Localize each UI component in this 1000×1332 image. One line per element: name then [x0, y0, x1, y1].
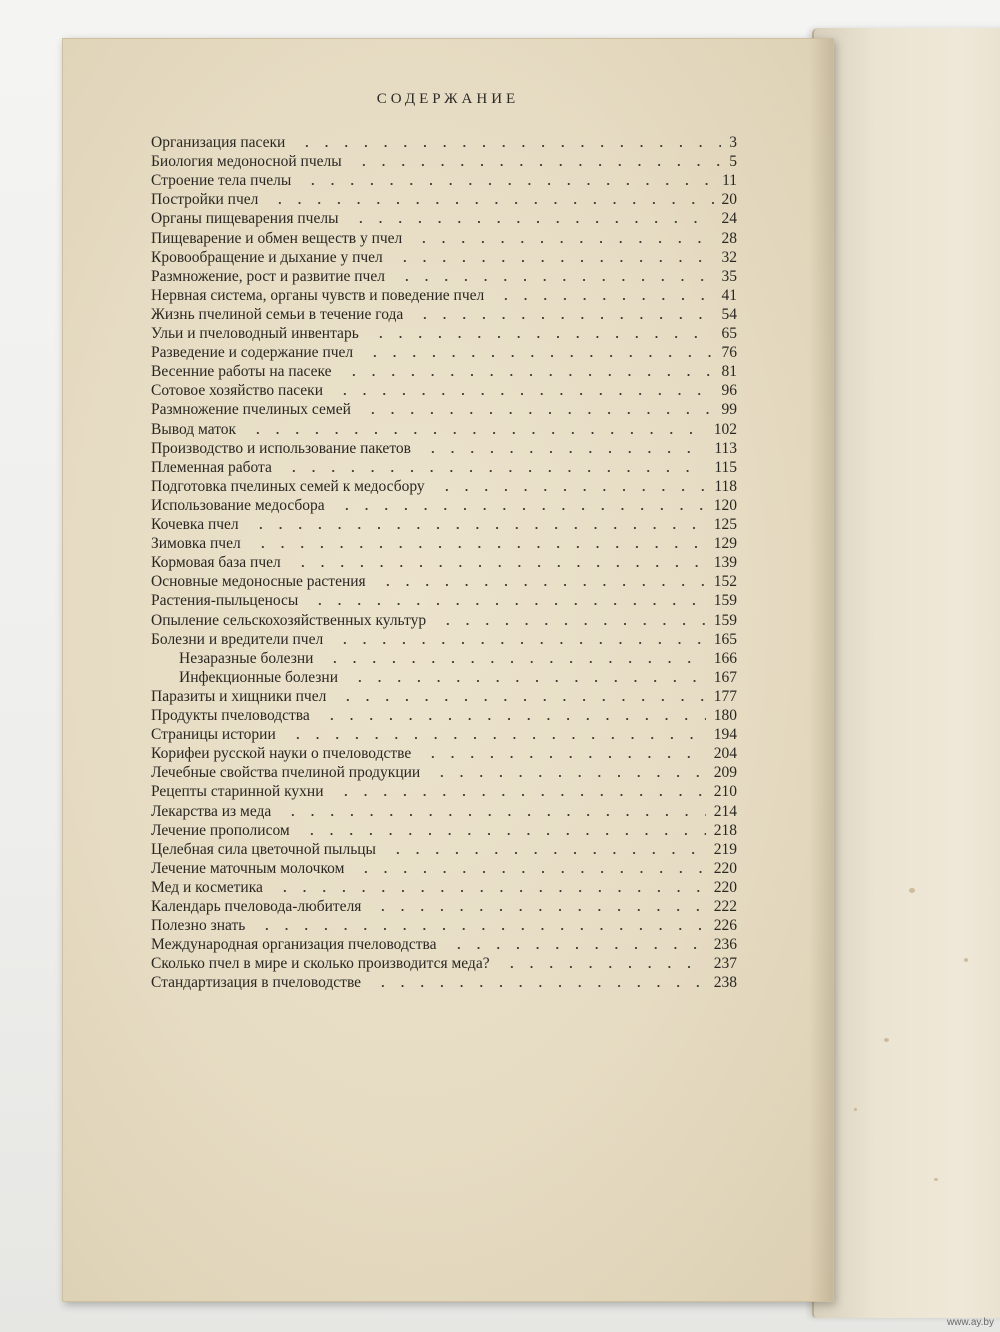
- toc-leader-dots: [331, 393, 714, 395]
- toc-leader-dots: [411, 317, 714, 319]
- toc-leader-dots: [419, 756, 706, 758]
- toc-entry: [63, 267, 833, 286]
- toc-entry: [63, 190, 833, 209]
- toc-entry-page-number: 139: [713, 554, 737, 572]
- toc-entry-title: Размножение, рост и развитие пчел: [151, 267, 385, 285]
- toc-entry: [63, 897, 833, 916]
- toc-entry-title: Лечебные свойства пчелиной продукции: [151, 764, 421, 782]
- toc-entry: [63, 400, 833, 419]
- toc-entry-title: Лекарства из меда: [151, 802, 272, 820]
- toc-entry-title: Строение тела пчелы: [151, 172, 292, 190]
- toc-entry-page-number: 5: [729, 153, 737, 171]
- toc-entry-page-number: 222: [713, 898, 737, 915]
- toc-entry-title: Организация пасеки: [151, 134, 286, 151]
- toc-entry-title: Ульи и пчеловодный инвентарь: [151, 325, 359, 342]
- toc-entry-page-number: 210: [713, 783, 737, 801]
- toc-leader-dots: [249, 546, 706, 548]
- toc-entry-page-number: 177: [713, 687, 737, 705]
- toc-entry-page-number: 35: [721, 267, 737, 285]
- toc-leader-dots: [280, 470, 706, 472]
- toc-entry-title: Нервная система, органы чувств и поведение пчел: [151, 286, 485, 304]
- toc-entry-title: Опыление сельскохозяйственных культур: [151, 611, 427, 629]
- toc-entry: [63, 496, 833, 515]
- toc-entry-page-number: 236: [713, 936, 737, 954]
- toc-entry-title: Международная организация пчеловодства: [151, 936, 437, 954]
- book-page: [62, 38, 834, 1302]
- toc-leader-dots: [350, 164, 721, 166]
- toc-entry-page-number: 152: [713, 573, 737, 591]
- toc-entry-page-number: 96: [721, 382, 737, 400]
- toc-leader-dots: [247, 527, 706, 529]
- toc-entry: [63, 706, 833, 725]
- toc-entry: [63, 668, 833, 687]
- toc-entry: [63, 305, 833, 324]
- toc-entry-page-number: 180: [713, 707, 737, 724]
- toc-leader-dots: [410, 241, 714, 243]
- toc-entry-title: Производство и использование пакетов: [151, 439, 411, 457]
- toc-entry-title: Весенние работы на пасеке: [151, 363, 332, 381]
- toc-entry-page-number: 20: [721, 191, 737, 209]
- toc-entry-title: Сотовое хозяйство пасеки: [151, 382, 324, 400]
- toc-entry-title: Размножение пчелиных семей: [151, 401, 351, 419]
- toc-entry-title: Разведение и содержание пчел: [151, 344, 354, 362]
- toc-entry-page-number: 54: [721, 305, 737, 323]
- toc-entry: [63, 477, 833, 496]
- toc-entry: [63, 782, 833, 801]
- toc-leader-dots: [428, 775, 706, 777]
- toc-entry-page-number: 166: [713, 649, 737, 667]
- toc-leader-dots: [419, 451, 706, 453]
- toc-entry: [63, 515, 833, 534]
- toc-entry-page-number: 118: [714, 477, 737, 495]
- toc-entry: [63, 687, 833, 706]
- toc-entry-page-number: 159: [713, 611, 737, 629]
- toc-entry: [63, 572, 833, 591]
- toc-entry: [63, 152, 833, 171]
- toc-entry-title: Растения-пыльценосы: [151, 592, 299, 610]
- toc-leader-dots: [498, 966, 706, 968]
- toc-entry-page-number: 65: [721, 325, 737, 342]
- toc-entry-page-number: 120: [713, 496, 737, 514]
- toc-leader-dots: [279, 814, 706, 816]
- toc-leader-dots: [434, 623, 706, 625]
- toc-entry-page-number: 11: [722, 172, 737, 190]
- toc-entry-title: Сколько пчел в мире и сколько производится меда?: [151, 955, 490, 973]
- toc-entry-page-number: 102: [713, 420, 737, 438]
- toc-entry-page-number: 129: [713, 535, 737, 553]
- toc-leader-dots: [333, 508, 706, 510]
- toc-leader-dots: [384, 852, 706, 854]
- toc-entry-title: Подготовка пчелиных семей к медосбору: [151, 477, 425, 495]
- toc-entry-title: Мед и косметика: [151, 878, 263, 896]
- toc-entry: [63, 878, 833, 897]
- toc-entry: [63, 248, 833, 267]
- toc-entry-title: Органы пищеварения пчелы: [151, 210, 339, 228]
- toc-entry-title: Зимовка пчел: [151, 535, 241, 553]
- toc-entry-page-number: 24: [721, 210, 737, 228]
- toc-entry-page-number: 209: [713, 764, 737, 782]
- toc-entry-page-number: 125: [713, 516, 737, 533]
- toc-entry: [63, 534, 833, 553]
- toc-entry-page-number: 204: [713, 745, 737, 763]
- toc-entry-title: Незаразные болезни: [179, 649, 314, 667]
- toc-entry: [63, 133, 833, 152]
- toc-leader-dots: [332, 794, 706, 796]
- toc-entry-page-number: 159: [713, 592, 737, 610]
- toc-leader-dots: [299, 183, 714, 185]
- toc-leader-dots: [393, 279, 714, 281]
- toc-leader-dots: [359, 412, 714, 414]
- toc-entry: [63, 954, 833, 973]
- toc-entry-title: Лечение прополисом: [151, 821, 290, 839]
- toc-entry: [63, 649, 833, 668]
- watermark: www.ay.by: [946, 1317, 994, 1328]
- toc-leader-dots: [369, 985, 706, 987]
- toc-entry-page-number: 194: [713, 726, 737, 744]
- toc-leader-dots: [391, 260, 714, 262]
- toc-leader-dots: [331, 642, 706, 644]
- toc-entry: [63, 324, 833, 343]
- toc-entry-page-number: 220: [713, 859, 737, 877]
- toc-entry-title: Инфекционные болезни: [179, 668, 338, 686]
- toc-leader-dots: [321, 661, 706, 663]
- toc-entry-title: Племенная работа: [151, 458, 272, 476]
- toc-entry-title: Рецепты старинной кухни: [151, 783, 324, 801]
- toc-entry-title: Кровообращение и дыхание у пчел: [151, 248, 383, 266]
- toc-entry-title: Стандартизация в пчеловодстве: [151, 974, 362, 992]
- toc-entry: [63, 763, 833, 782]
- toc-entry-page-number: 113: [714, 439, 737, 457]
- toc-entry: [63, 802, 833, 821]
- toc-entry: [63, 171, 833, 190]
- toc-leader-dots: [284, 737, 706, 739]
- toc-entry-title: Паразиты и хищники пчел: [151, 687, 327, 705]
- toc-leader-dots: [334, 699, 706, 701]
- toc-entry-page-number: 220: [713, 878, 737, 896]
- toc-leader-dots: [369, 909, 706, 911]
- toc-entry: [63, 286, 833, 305]
- toc-leader-dots: [244, 432, 706, 434]
- toc-entry: [63, 725, 833, 744]
- toc-entry-page-number: 41: [721, 286, 737, 304]
- toc-entry-title: Пищеварение и обмен веществ у пчел: [151, 229, 403, 247]
- toc-entry: [63, 420, 833, 439]
- toc-entry: [63, 229, 833, 248]
- toc-leader-dots: [374, 584, 706, 586]
- toc-entry: [63, 553, 833, 572]
- toc-leader-dots: [433, 489, 706, 491]
- toc-entry-page-number: 165: [713, 630, 737, 648]
- toc-entry-page-number: 115: [714, 458, 737, 476]
- toc-entry-title: Постройки пчел: [151, 191, 259, 209]
- toc-leader-dots: [352, 871, 706, 873]
- toc-entry: [63, 935, 833, 954]
- toc-entry: [63, 381, 833, 400]
- toc-leader-dots: [367, 336, 714, 338]
- toc-leader-dots: [293, 145, 721, 147]
- toc-leader-dots: [318, 718, 706, 720]
- toc-entry: [63, 916, 833, 935]
- toc-entry: [63, 209, 833, 228]
- toc-entry: [63, 343, 833, 362]
- toc-entry-title: Продукты пчеловодства: [151, 707, 310, 724]
- toc-entry-title: Вывод маток: [151, 420, 237, 438]
- toc-leader-dots: [346, 680, 706, 682]
- toc-entry: [63, 859, 833, 878]
- toc-entry-page-number: 32: [721, 248, 737, 266]
- toc-entry: [63, 439, 833, 458]
- toc-leader-dots: [253, 928, 706, 930]
- toc-entry-page-number: 219: [713, 840, 737, 858]
- toc-leader-dots: [492, 298, 714, 300]
- toc-entry-page-number: 81: [721, 363, 737, 381]
- toc-leader-dots: [271, 890, 706, 892]
- toc-leader-dots: [361, 355, 714, 357]
- toc-entry-title: Календарь пчеловода-любителя: [151, 898, 362, 915]
- toc-entry: [63, 611, 833, 630]
- toc-entry-title: Полезно знать: [151, 917, 246, 935]
- toc-entry-title: Страницы истории: [151, 726, 276, 744]
- toc-entry-page-number: 99: [721, 401, 737, 419]
- toc-leader-dots: [306, 603, 706, 605]
- toc-entry: [63, 821, 833, 840]
- toc-leader-dots: [340, 374, 714, 376]
- toc-entry-page-number: 238: [713, 974, 737, 992]
- toc-entry-title: Лечение маточным молочком: [151, 859, 345, 877]
- toc-entry: [63, 362, 833, 381]
- toc-entry-page-number: 237: [713, 955, 737, 973]
- adjacent-page: [812, 28, 1000, 1318]
- toc-entry-title: Болезни и вредители пчел: [151, 630, 324, 648]
- toc-entry: [63, 744, 833, 763]
- toc-entry-page-number: 76: [721, 344, 737, 362]
- toc-leader-dots: [298, 833, 706, 835]
- toc-entry-title: Кочевка пчел: [151, 516, 239, 533]
- toc-entry: [63, 591, 833, 610]
- toc-leader-dots: [266, 202, 714, 204]
- toc-entry-title: Целебная сила цветочной пыльцы: [151, 840, 376, 858]
- toc-entry-page-number: 218: [713, 821, 737, 839]
- toc-entry-page-number: 3: [729, 134, 737, 151]
- toc-entry-page-number: 28: [721, 229, 737, 247]
- toc-entry-title: Использование медосбора: [151, 496, 325, 514]
- toc-leader-dots: [445, 947, 706, 949]
- toc-leader-dots: [347, 221, 714, 223]
- page-heading: СОДЕРЖАНИЕ: [376, 91, 520, 107]
- toc-entry: [63, 973, 833, 992]
- toc-leader-dots: [289, 565, 706, 567]
- toc-entry-page-number: 226: [713, 917, 737, 935]
- toc-entry-title: Основные медоносные растения: [151, 573, 366, 591]
- toc-entry: [63, 630, 833, 649]
- toc-entry: [63, 840, 833, 859]
- toc-entry-page-number: 214: [713, 802, 737, 820]
- toc-entry-title: Жизнь пчелиной семьи в течение года: [151, 305, 404, 323]
- toc-entry-title: Кормовая база пчел: [151, 554, 281, 572]
- toc-entry: [63, 458, 833, 477]
- toc-entry-title: Биология медоносной пчелы: [151, 153, 342, 171]
- toc-entry-title: Корифеи русской науки о пчеловодстве: [151, 745, 412, 763]
- toc-entry-page-number: 167: [713, 668, 737, 686]
